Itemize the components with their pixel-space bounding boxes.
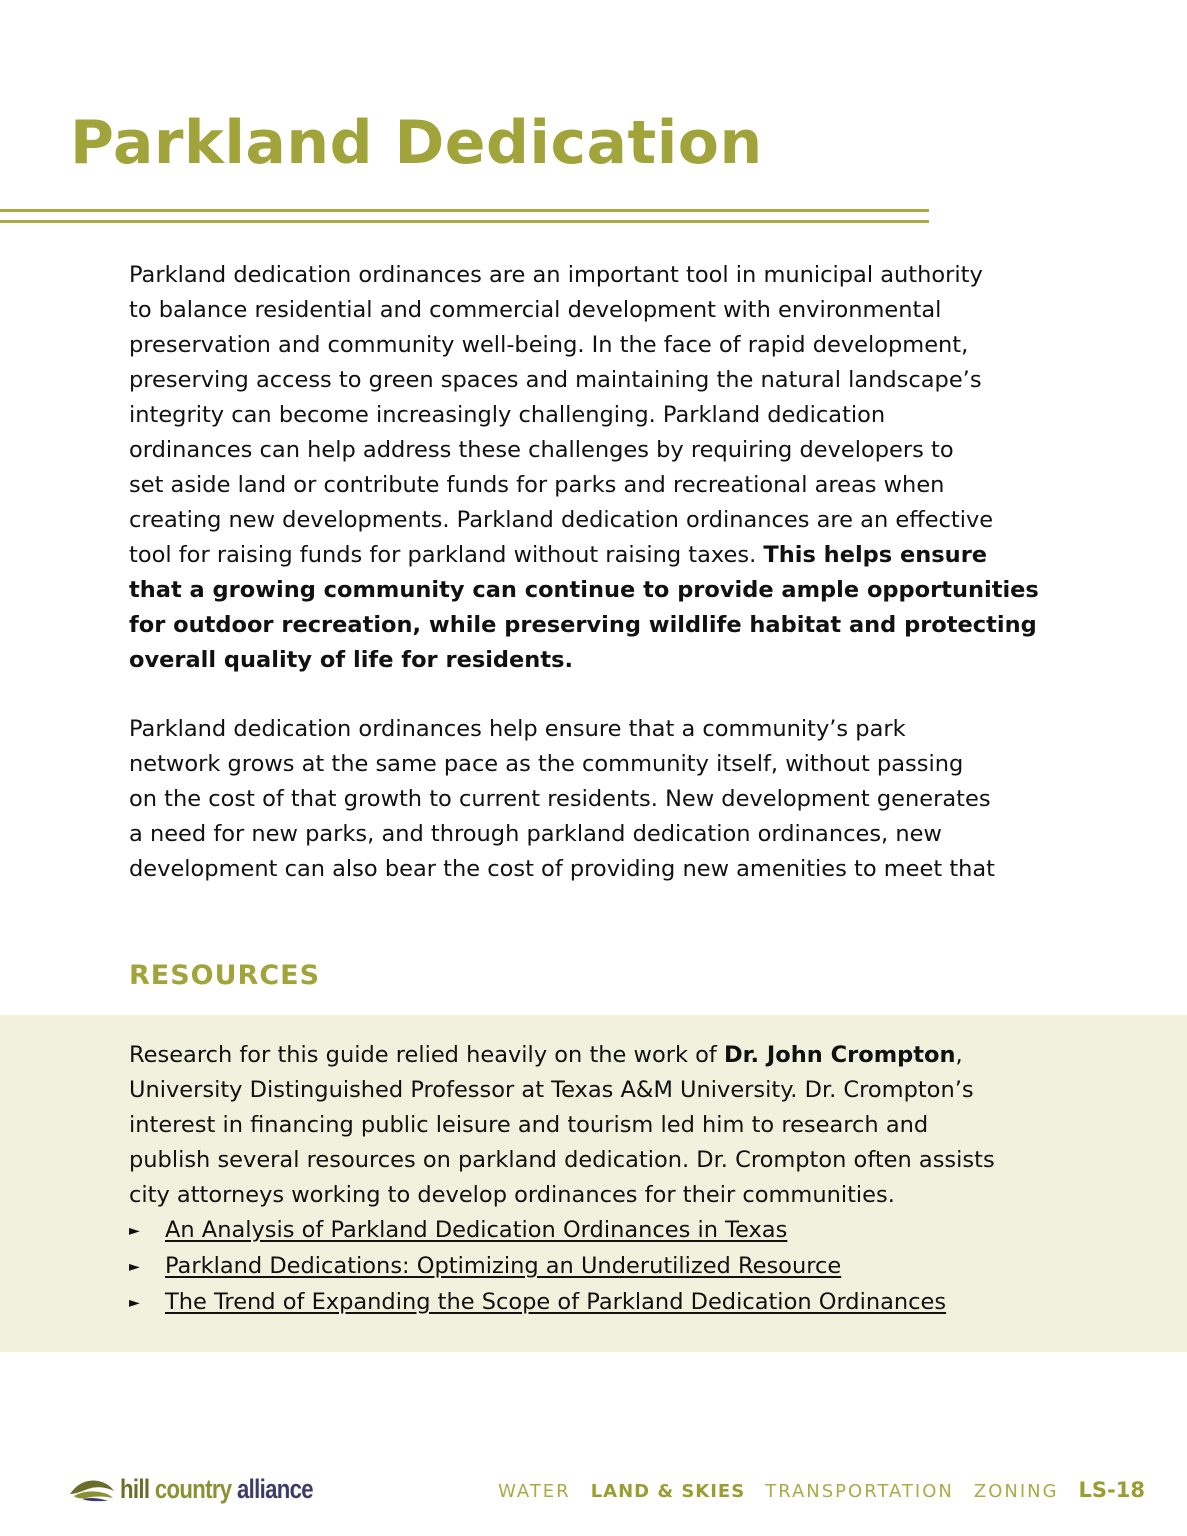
emphasis-line: for outdoor recreation, while preserving wildlife habitat and protecting: [129, 612, 1037, 638]
logo-word: hill: [120, 1473, 150, 1504]
emphasis-line: that a growing community can continue to provide ample opportunities: [129, 577, 1039, 603]
list-item: [129, 1249, 946, 1285]
text-line: University Distinguished Professor at Texas A&M University. Dr. Crompton’s: [129, 1077, 974, 1103]
bullet-arrow-icon: ►: [129, 1295, 140, 1311]
list-item: [129, 1213, 946, 1249]
nav-item-zoning[interactable]: ZONING: [973, 1481, 1059, 1502]
resources-heading: RESOURCES: [129, 960, 321, 991]
logo-word: country: [154, 1473, 232, 1504]
text-line: to balance residential and commercial development with environmental: [129, 297, 942, 323]
author-name: Dr. John Crompton: [723, 1042, 956, 1068]
nav-item-land-skies[interactable]: LAND & SKIES: [590, 1481, 746, 1502]
text-run: tool for raising funds for parkland without raising taxes.: [129, 542, 764, 568]
page-number: LS-18: [1078, 1478, 1145, 1502]
emphasis-line: overall quality of life for residents.: [129, 647, 574, 673]
text-line: [129, 538, 1059, 573]
emphasis-text: This helps ensure: [763, 542, 988, 568]
hill-country-alliance-logo: [68, 1466, 355, 1512]
text-line: creating new developments. Parkland dedication ordinances are an effective: [129, 507, 994, 533]
resource-links-list: [129, 1213, 946, 1321]
text-line: interest in financing public leisure and tourism led him to research and: [129, 1112, 929, 1138]
title-divider-bottom: [0, 220, 929, 223]
text-line: Parkland dedication ordinances help ensure that a community’s park: [129, 716, 906, 742]
text-line: integrity can become increasingly challenging. Parkland dedication: [129, 402, 886, 428]
text-line: set aside land or contribute funds for parks and recreational areas when: [129, 472, 945, 498]
text-line: on the cost of that growth to current residents. New development generates: [129, 786, 991, 812]
nav-item-transportation[interactable]: TRANSPORTATION: [765, 1481, 954, 1502]
resources-paragraph: [129, 1038, 1059, 1213]
section-nav: [478, 1478, 1145, 1502]
text-line: development can also bear the cost of providing new amenities to meet that: [129, 856, 996, 882]
intro-paragraph: [129, 258, 1059, 678]
text-line: preservation and community well-being. In the face of rapid development,: [129, 332, 969, 358]
logo-wordmark: [120, 1474, 313, 1505]
text-line: a need for new parks, and through parkland dedication ordinances, new: [129, 821, 942, 847]
text-run: Research for this guide relied heavily on the work of: [129, 1042, 724, 1068]
resource-link-analysis[interactable]: An Analysis of Parkland Dedication Ordinances in Texas: [165, 1217, 788, 1243]
logo-word: alliance: [236, 1473, 313, 1504]
resource-link-trend[interactable]: The Trend of Expanding the Scope of Parkland Dedication Ordinances: [165, 1289, 947, 1315]
nav-item-water[interactable]: WATER: [498, 1481, 571, 1502]
text-line: network grows at the same pace as the community itself, without passing: [129, 751, 964, 777]
text-line: publish several resources on parkland dedication. Dr. Crompton often assists: [129, 1147, 995, 1173]
text-line: city attorneys working to develop ordinances for their communities.: [129, 1182, 895, 1208]
text-line: [129, 1038, 1059, 1073]
hills-logo-icon: [68, 1474, 116, 1504]
second-paragraph: [129, 712, 1059, 887]
page-title: Parkland Dedication: [70, 108, 763, 178]
resource-link-optimizing[interactable]: Parkland Dedications: Optimizing an Underutilized Resource: [165, 1253, 842, 1279]
text-line: preserving access to green spaces and maintaining the natural landscape’s: [129, 367, 982, 393]
text-run: ,: [955, 1042, 963, 1068]
bullet-arrow-icon: ►: [129, 1259, 140, 1275]
text-line: ordinances can help address these challenges by requiring developers to: [129, 437, 954, 463]
bullet-arrow-icon: ►: [129, 1223, 140, 1239]
list-item: [129, 1285, 946, 1321]
title-divider-top: [0, 209, 929, 212]
text-line: Parkland dedication ordinances are an important tool in municipal authority: [129, 262, 983, 288]
